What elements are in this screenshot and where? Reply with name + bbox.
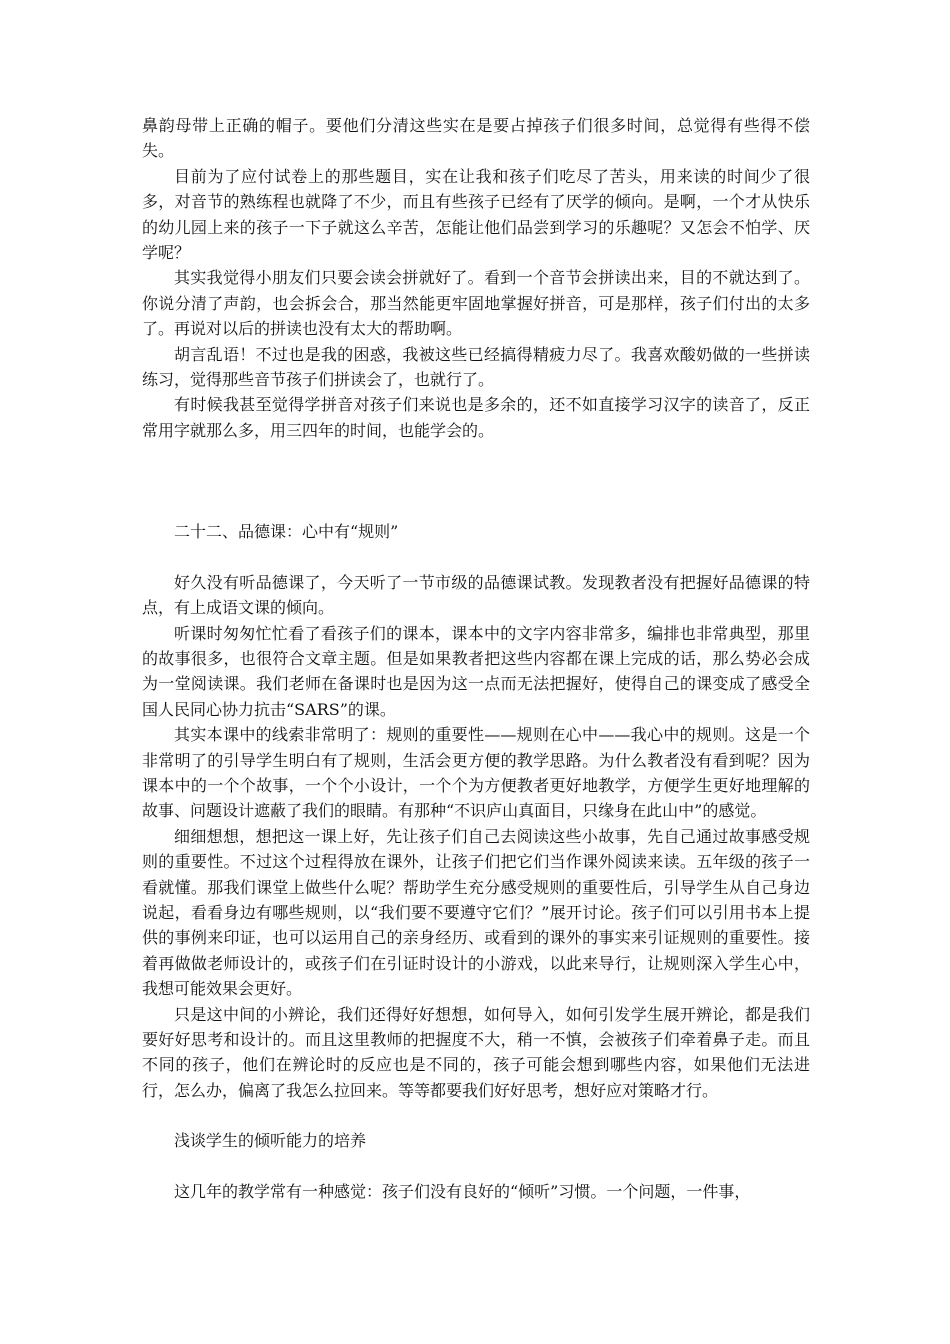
paragraph: 细细想想，想把这一课上好，先让孩子们自己去阅读这些小故事，先自己通过故事感受规则的重要性。不过这个过程得放在课外，让孩子们把它们当作课外阅读来读。五年级的孩子一看就懂。那我们课堂上做些什么呢？帮助学生充分感受规则的重要性后，引导学生从自己身边说起，看看身边有哪些规则，以“我们要不要遵守它们？”展开讨论。孩子们可以引用书本上提供的事例来印证，也可以运用自己的亲身经历、或看到的课外的事实来引证规则的重要性。接着再做做老师设计的，或孩子们在引证时设计的小游戏，以此来导行，让规则深入学生心中，我想可能效果会更好。 <box>142 826 810 999</box>
paragraph: 好久没有听品德课了，今天听了一节市级的品德课试教。发现教者没有把握好品德课的特点，有上成语文课的倾向。 <box>142 572 810 618</box>
paragraph: 其实本课中的线索非常明了：规则的重要性——规则在心中——我心中的规则。这是一个非常明了的引导学生明白有了规则，生活会更方便的教学思路。为什么教者没有看到呢？因为课本中的一个个故事，一个个小设计，一个个为方便教者更好地教学，方便学生更好地理解的故事、问题设计遮蔽了我们的眼睛。有那种“不识庐山真面目，只缘身在此山中”的感觉。 <box>142 725 810 821</box>
paragraph: 只是这中间的小辨论，我们还得好好想想，如何导入，如何引发学生展开辨论，都是我们要好好思考和设计的。而且这里教师的把握度不大，稍一不慎，会被孩子们牵着鼻子走。而且不同的孩子，他们在辨论时的反应也是不同的，孩子可能会想到哪些内容，如果他们无法进行，怎么办，偏离了我怎么拉回来。等等都要我们好好思考，想好应对策略才行。 <box>142 1004 810 1100</box>
section-spacer <box>142 443 810 519</box>
document-body <box>142 113 810 1204</box>
paragraph: 胡言乱语！不过也是我的困惑，我被这些已经搞得精疲力尽了。我喜欢酸奶做的一些拼读练习，觉得那些音节孩子们拼读会了，也就行了。 <box>142 344 810 390</box>
paragraph: 目前为了应付试卷上的那些题目，实在让我和孩子们吃尽了苦头，用来读的时间少了很多，对音节的熟练程也就降了不少，而且有些孩子已经有了厌学的倾向。是啊，一个才从快乐的幼儿园上来的孩子一下子就这么辛苦，怎能让他们品尝到学习的乐趣呢？又怎会不怕学、厌学呢？ <box>142 166 810 263</box>
section-heading: 二十二、品德课：心中有“规则” <box>174 522 399 542</box>
section-spacer <box>142 1154 810 1179</box>
paragraph: 其实我觉得小朋友们只要会读会拼就好了。看到一个音节会拼读出来，目的不就达到了。你说分清了声韵，也会拆会合，那当然能更牢固地掌握好拼音，可是那样，孩子们付出的太多了。再说对以后的拼读也没有太大的帮助啊。 <box>142 268 810 339</box>
paragraph: 这几年的教学常有一种感觉：孩子们没有良好的“倾听”习惯。一个问题，一件事， <box>174 1181 751 1201</box>
section-spacer <box>142 1103 810 1128</box>
paragraph: 听课时匆匆忙忙看了看孩子们的课本，课本中的文字内容非常多，编排也非常典型，那里的故事很多，也很符合文章主题。但是如果教者把这些内容都在课上完成的话，那么势必会成为一堂阅读课。我们老师在备课时也是因为这一点而无法把握好，使得自己的课变成了感受全国人民同心协力抗击“SARS”的课。 <box>142 623 810 719</box>
section-heading: 浅谈学生的倾听能力的培养 <box>174 1131 367 1151</box>
paragraph: 有时候我甚至觉得学拼音对孩子们来说也是多余的，还不如直接学习汉字的读音了，反正常用字就那么多，用三四年的时间，也能学会的。 <box>142 395 810 440</box>
section-spacer <box>142 545 810 570</box>
paragraph: 鼻韵母带上正确的帽子。要他们分清这些实在是要占掉孩子们很多时间，总觉得有些得不偿失。 <box>142 116 810 161</box>
